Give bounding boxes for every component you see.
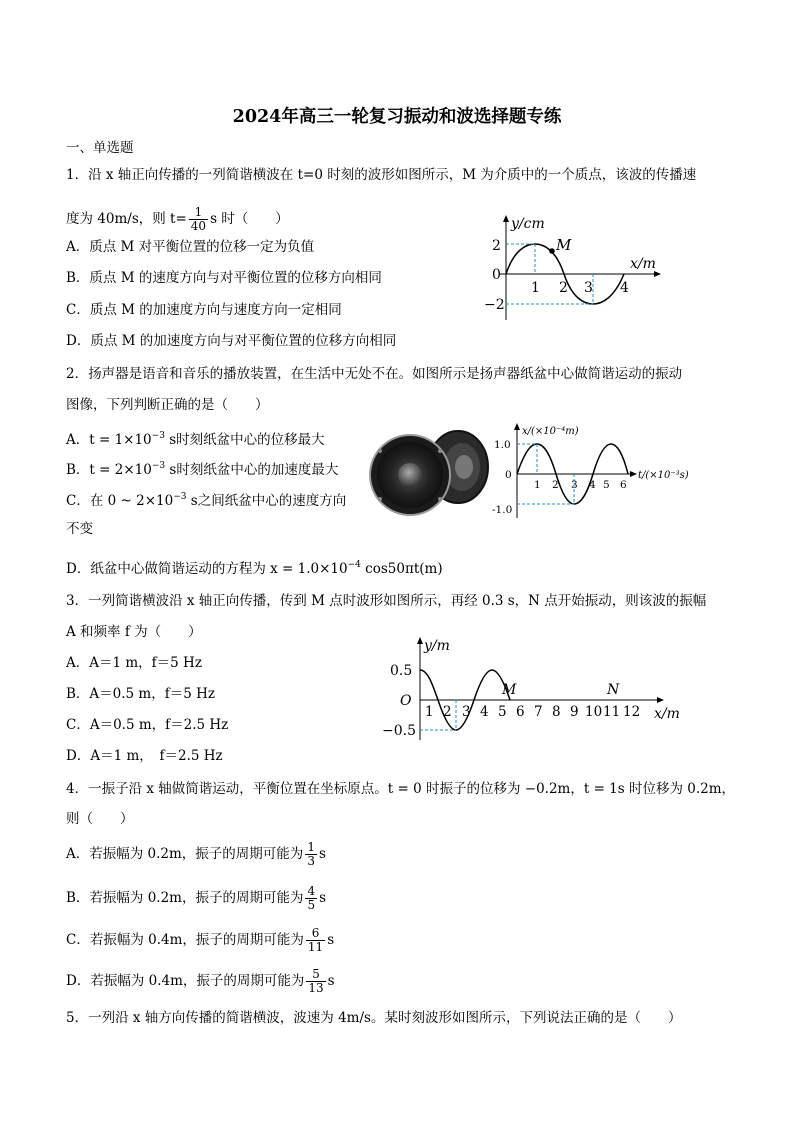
q2-option-b[interactable] [66,457,338,479]
q2-opt-c-pre: C．在 0 ~ 2×10 [66,493,174,509]
q2-xtick-5: 5 [603,479,610,491]
q4-opt-b-post: s [319,890,327,906]
q3-xtick-10: 10 [585,704,603,720]
q2-xtick-6: 6 [620,479,627,491]
q2-option-a[interactable] [66,427,325,449]
q3-wave-figure [378,630,684,742]
q1-xtick-3: 3 [584,280,593,296]
q1-xtick-2: 2 [559,280,568,296]
q2-ytick-neg1: -1.0 [492,504,513,516]
q1-fraction [189,206,208,233]
q4-option-b[interactable] [66,882,326,914]
q4-opt-c-num: 6 [306,927,325,941]
q4-opt-c-frac [306,927,325,954]
q4-opt-a-post: s [318,846,326,862]
q3-ylabel: y/m [424,638,450,654]
q1-xlabel: x/m [630,256,656,272]
q3-ytick-neg: −0.5 [382,723,416,739]
q1-stem-line2 [66,203,289,235]
q2-ytick-1: 1.0 [494,439,511,451]
q2-xtick-4: 4 [589,479,596,491]
q2-opt-b-post: s时刻纸盆中心的加速度最大 [165,462,339,478]
q2-ylabel: x/(×10⁻⁴m) [522,426,579,437]
q1-m-label: M [556,236,572,254]
q3-option-b[interactable]: B．A＝0.5 m，f＝5 Hz [66,686,215,702]
q1-frac-num: 1 [189,206,208,220]
q2-opt-a-sup: −3 [151,431,165,441]
q4-opt-a-frac [305,841,317,868]
q4-option-a[interactable] [66,838,326,870]
q3-xtick-2: 2 [443,704,452,720]
q1-ylabel: y/cm [511,216,545,232]
q2-opt-b-pre: B．t = 2×10 [66,462,152,478]
q1-stem-post: s 时（ ） [210,211,289,227]
q1-ytick-neg2: −2 [484,297,505,313]
q2-ytick-0: 0 [505,469,512,481]
q1-option-b[interactable]: B．质点 M 的速度方向与对平衡位置的位移方向相同 [66,270,382,286]
q2-stem-line1: 2．扬声器是语音和音乐的播放装置，在生活中无处不在。如图所示是扬声器纸盆中心做简谐运动的振动 [66,366,683,382]
q3-ytick-pos: 0.5 [390,663,413,679]
q2-opt-c-post: s之间纸盆中心的速度方向 [186,493,347,509]
q2-vibration-figure [490,418,694,520]
q1-xtick-1: 1 [531,280,540,296]
q3-stem-line1: 3．一列简谐横波沿 x 轴正向传播，传到 M 点时波形如图所示，再经 0.3 s，N 点开始振动，则该波的振幅 [66,593,707,609]
section-heading: 一、单选题 [66,140,134,156]
q1-xtick-4: 4 [620,280,629,296]
q1-ytick-0: 0 [492,267,501,283]
q1-wave-figure [478,208,668,326]
q4-option-c[interactable] [66,924,334,956]
q1-option-c[interactable]: C．质点 M 的加速度方向与速度方向一定相同 [66,302,342,318]
q3-stem-line2: A 和频率 f 为（ ） [66,624,202,640]
q1-frac-den: 40 [190,219,207,233]
q3-xtick-8: 8 [552,704,561,720]
q2-opt-a-pre: A．t = 1×10 [66,432,152,448]
q4-opt-b-frac [305,885,317,912]
q4-stem-line1: 4．一振子沿 x 轴做简谐运动，平衡位置在坐标原点。t = 0 时振子的位移为 −0.2m，t = 1s 时位移为 0.2m， [66,781,736,797]
q3-xtick-3: 3 [462,704,471,720]
q4-opt-b-den: 5 [307,898,316,912]
q3-xlabel: x/m [654,706,680,722]
q3-option-c[interactable]: C．A＝0.5 m，f＝2.5 Hz [66,717,229,733]
q2-xlabel: t/(×10⁻³s) [638,470,689,481]
q4-opt-c-post: s [327,932,335,948]
q1-ytick-2: 2 [492,238,501,254]
q2-xtick-1: 1 [534,479,541,491]
q3-xtick-12: 12 [623,704,641,720]
q3-xtick-7: 7 [534,704,543,720]
q2-xtick-3: 3 [571,479,578,491]
q2-opt-a-post: s时刻纸盆中心的位移最大 [164,432,325,448]
q1-stem-line1: 1．沿 x 轴正向传播的一列简谐横波在 t=0 时刻的波形如图所示，M 为介质中的一个质点，该波的传播速 [66,167,697,183]
q4-opt-d-post: s [327,973,335,989]
q3-point-m-label: M [502,682,517,698]
q4-opt-c-den: 11 [307,940,324,954]
q4-opt-d-num: 5 [306,968,325,982]
q4-opt-a-num: 1 [307,840,315,854]
q2-opt-b-sup: −3 [151,461,166,471]
q4-stem-line2: 则（ ） [66,811,134,827]
q3-option-a[interactable]: A．A＝1 m，f＝5 Hz [66,655,202,671]
page-title: 2024年高三一轮复习振动和波选择题专练 [232,107,562,127]
q1-stem-pre: 度为 40m/s，则 t= [66,211,187,227]
q2-opt-d-pre: D．纸盆中心做简谐运动的方程为 x = 1.0×10 [66,561,348,577]
q3-xtick-4: 4 [480,704,489,720]
q3-point-n-label: N [607,682,620,698]
q2-opt-d-post: cos50πt(m) [360,561,443,577]
q4-opt-a-den: 3 [307,854,315,868]
q2-opt-c-sup: −3 [173,492,187,502]
q3-xtick-1: 1 [425,704,434,720]
q3-origin: O [400,693,412,709]
q3-xtick-5: 5 [498,704,507,720]
q4-opt-a-pre: A．若振幅为 0.2m，振子的周期可能为 [66,846,304,862]
q4-opt-c-pre: C．若振幅为 0.4m，振子的周期可能为 [66,932,304,948]
speaker-photo [366,425,491,520]
q4-option-d[interactable] [66,965,335,997]
q2-opt-d-sup: −4 [347,560,361,570]
q2-option-c[interactable] [66,488,346,510]
q4-opt-b-pre: B．若振幅为 0.2m，振子的周期可能为 [66,890,304,906]
q2-xtick-2: 2 [552,479,559,491]
q1-option-a[interactable]: A．质点 M 对平衡位置的位移一定为负值 [66,239,315,255]
q3-xtick-11: 11 [603,704,621,720]
q3-xtick-9: 9 [570,704,579,720]
q1-point-m [549,248,555,254]
q4-opt-b-num: 4 [307,884,316,898]
q5-stem-line1: 5．一列沿 x 轴方向传播的简谐横波，波速为 4m/s。某时刻波形如图所示，下列说法正确的是（ ） [66,1010,682,1026]
q4-opt-d-pre: D．若振幅为 0.4m，振子的周期可能为 [66,973,305,989]
q4-opt-d-den: 13 [308,981,324,995]
q4-opt-d-frac [306,968,325,995]
q1-option-d[interactable]: D．质点 M 的加速度方向与对平衡位置的位移方向相同 [66,333,397,349]
q2-option-c-line2: 不变 [66,521,93,537]
q2-option-d[interactable] [66,556,443,578]
q3-option-d[interactable]: D．A＝1 m， f＝2.5 Hz [66,748,223,764]
q2-stem-line2: 图像，下列判断正确的是（ ） [66,397,269,413]
q3-xtick-6: 6 [516,704,525,720]
